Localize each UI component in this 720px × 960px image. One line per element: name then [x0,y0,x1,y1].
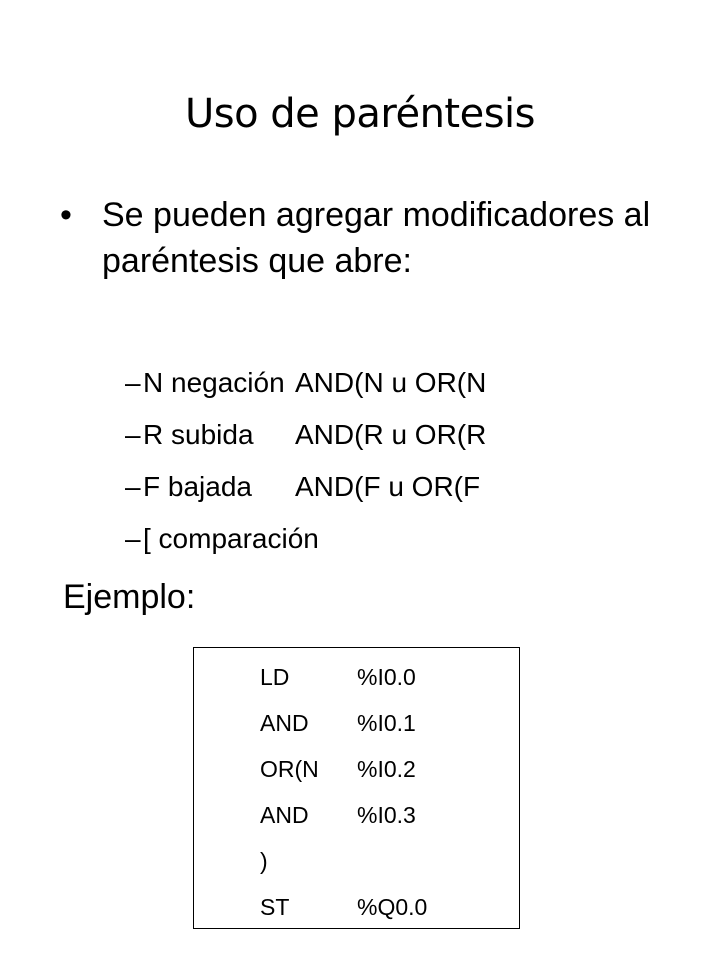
bullet-row [60,192,680,284]
main-bullet [60,192,680,284]
modifier-label: [ comparación [143,523,319,554]
code-instruction: ST [260,894,290,920]
slide-title: Uso de paréntesis [184,91,536,137]
modifier-item-comparison [125,513,486,565]
modifier-label: N negación [143,367,285,398]
modifier-example: AND(F u OR(F [295,471,481,502]
modifier-list [125,357,486,565]
code-line [260,790,427,836]
code-operand: %I0.3 [357,802,416,828]
bullet-mark: • [60,196,72,234]
code-line [260,652,427,698]
code-line [260,744,427,790]
code-operand: %Q0.0 [357,894,428,920]
example-heading: Ejemplo: [63,578,196,616]
modifier-dash: – [125,367,141,398]
code-operand: %I0.0 [357,664,416,690]
code-operand: %I0.1 [357,710,416,736]
modifier-item-falling [125,461,486,513]
code-instruction: OR(N [260,756,319,782]
modifier-item-rising [125,409,486,461]
code-line [260,882,427,928]
modifier-dash: – [125,471,141,502]
modifier-label: R subida [143,419,254,450]
modifier-example: AND(R u OR(R [295,419,487,450]
modifier-label: F bajada [143,471,252,502]
code-instruction: LD [260,664,290,690]
code-instruction: AND [260,710,309,736]
modifier-item-negation [125,357,486,409]
code-line [260,836,427,882]
modifier-dash: – [125,523,141,554]
code-instruction: ) [260,848,268,874]
code-operand: %I0.2 [357,756,416,782]
modifier-dash: – [125,419,141,450]
bullet-text: Se pueden agregar modificadores al paréntesis que abre: [102,196,651,280]
code-listing-box [193,647,520,929]
code-listing [260,652,427,928]
code-line [260,698,427,744]
code-instruction: AND [260,802,309,828]
modifier-example: AND(N u OR(N [295,367,487,398]
